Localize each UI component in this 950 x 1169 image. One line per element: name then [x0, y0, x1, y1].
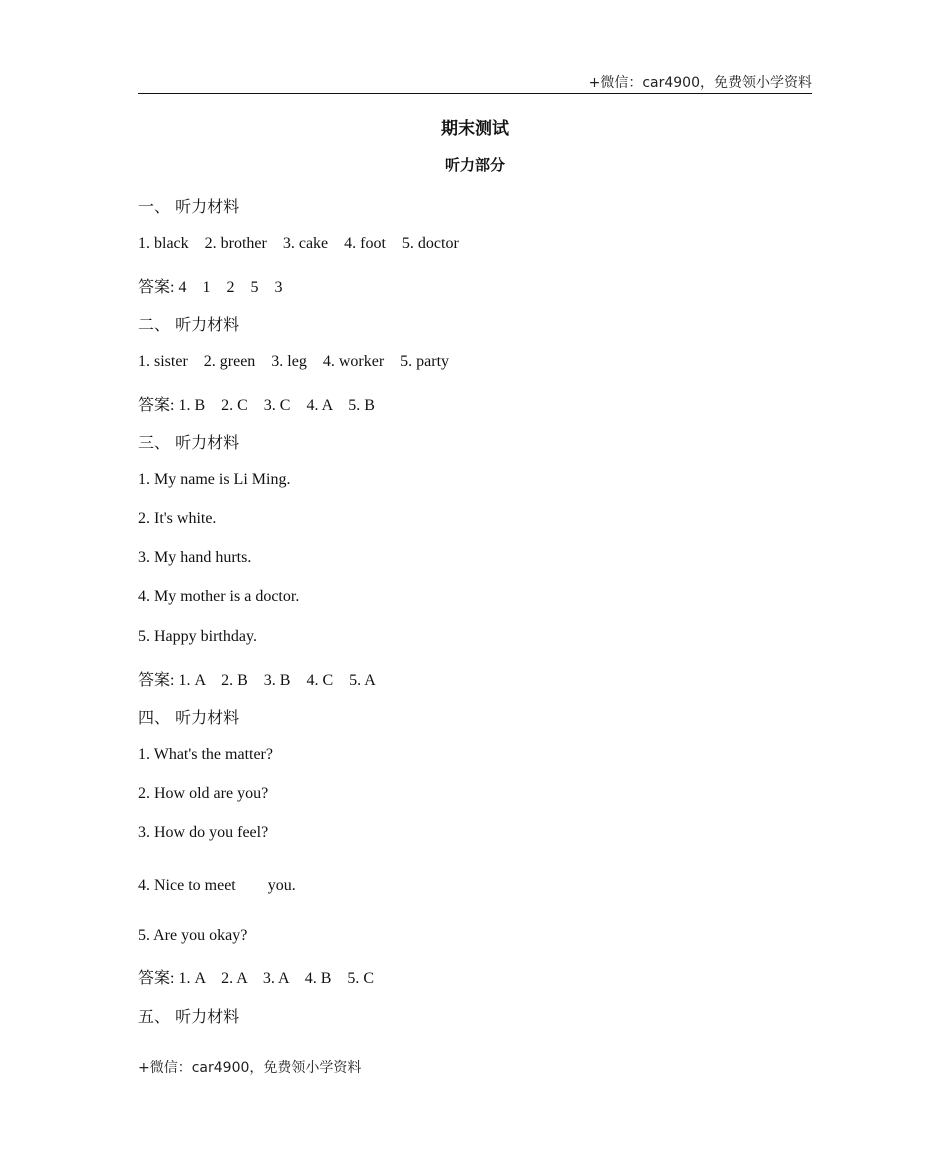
section-4-line-4: 4. Nice to meet you.: [138, 877, 296, 894]
section-4-line-5: 5. Are you okay?: [138, 927, 248, 944]
section-2-answer: [138, 392, 375, 415]
section-5-heading: 五、 听力材料: [138, 1007, 240, 1026]
answer-values: : 4 1 2 5 3: [170, 279, 283, 296]
section-1-answer: [138, 274, 282, 297]
section-4-line-2: 2. How old are you?: [138, 785, 269, 802]
section-3-line-2: 2. It's white.: [138, 510, 217, 527]
answer-label: 答案: [138, 395, 171, 414]
section-2-heading: 二、 听力材料: [138, 315, 240, 334]
answer-label: 答案: [138, 968, 171, 987]
section-4-answer: [138, 965, 374, 988]
section-4-line-3: 3. How do you feel?: [138, 824, 269, 841]
section-4-heading: 四、 听力材料: [138, 708, 240, 727]
header-rule: [138, 93, 812, 94]
answer-values: : 1. B 2. C 3. C 4. A 5. B: [170, 397, 375, 414]
answer-label: 答案: [138, 277, 171, 296]
section-3-line-4: 4. My mother is a doctor.: [138, 588, 300, 605]
section-2-line-1: 1. sister 2. green 3. leg 4. worker 5. party: [138, 353, 450, 370]
section-3-line-1: 1. My name is Li Ming.: [138, 471, 291, 488]
section-1-heading: 一、 听力材料: [138, 197, 240, 216]
section-3-line-5: 5. Happy birthday.: [138, 628, 257, 645]
section-1-line-1: 1. black 2. brother 3. cake 4. foot 5. doctor: [138, 235, 459, 252]
page-footer: +微信：car4900，免费领小学资料: [138, 1060, 362, 1076]
section-3-answer: [138, 667, 376, 690]
section-3-heading: 三、 听力材料: [138, 433, 240, 452]
answer-label: 答案: [138, 670, 171, 689]
section-3-line-3: 3. My hand hurts.: [138, 549, 252, 566]
document-title: 期末测试: [441, 119, 509, 139]
answer-values: : 1. A 2. A 3. A 4. B 5. C: [170, 970, 375, 987]
section-4-line-1: 1. What's the matter?: [138, 746, 273, 763]
header-text: +微信：car4900，免费领小学资料: [588, 75, 812, 91]
document-subtitle: 听力部分: [444, 156, 505, 174]
answer-values: : 1. A 2. B 3. B 4. C 5. A: [170, 672, 376, 689]
